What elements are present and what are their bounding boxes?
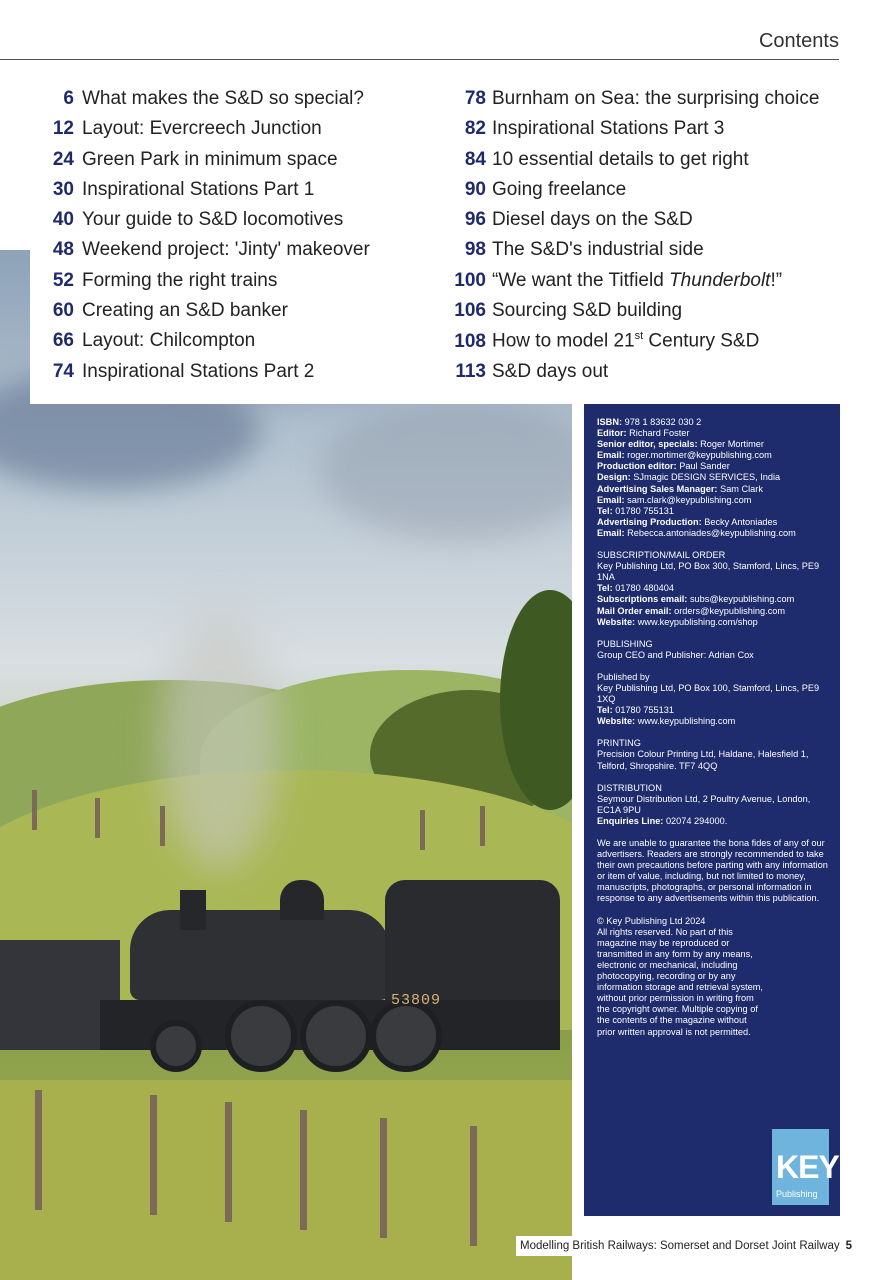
page-title: Contents <box>758 30 839 52</box>
contents-entry[interactable] <box>432 330 852 360</box>
article-title: Forming the right trains <box>82 269 278 291</box>
publication-title: Modelling British Railways: Somerset and Dorset Joint Railway <box>520 1240 840 1252</box>
article-title: Burnham on Sea: the surprising choice <box>492 88 820 109</box>
isbn-label: ISBN: <box>597 417 623 427</box>
article-title: Layout: Chilcompton <box>82 330 256 352</box>
section-heading: Published by <box>597 671 650 682</box>
production-editor: Paul Sander <box>679 461 730 472</box>
page-number: 96 <box>464 209 486 231</box>
editor-label: Editor: <box>597 428 627 439</box>
mail-order-label: Mail Order email: <box>597 605 672 616</box>
email-link[interactable]: roger.mortimer@keypublishing.com <box>627 450 772 461</box>
contents-entry[interactable] <box>30 270 400 300</box>
contents-entry[interactable] <box>30 118 400 148</box>
article-title: S&D days out <box>492 360 609 382</box>
section-heading: DISTRIBUTION <box>597 782 662 793</box>
contents-entry[interactable] <box>30 88 400 118</box>
address: Key Publishing Ltd, PO Box 300, Stamford, Lincs, PE9 1NA <box>597 561 820 583</box>
senior-editor-label: Senior editor, specials: <box>597 439 698 450</box>
enquiries: 02074 294000. <box>665 815 728 826</box>
email-label: Email: <box>597 527 625 538</box>
disclaimer: We are unable to guarantee the bona fides of any of our advertisers. Readers are strongly recommended to take their own precautions before parting with any information or item of value, including, but not limited to money, manuscripts, photographs, or personal information in response to any advertisements within this publication. <box>597 838 828 904</box>
contents-entry[interactable] <box>432 88 852 118</box>
article-title: Green Park in minimum space <box>82 148 338 170</box>
design-label: Design: <box>597 472 631 483</box>
section-heading: PRINTING <box>597 738 641 749</box>
email-label: Email: <box>597 494 625 505</box>
article-title: Inspirational Stations Part 1 <box>82 178 315 200</box>
credits-text <box>597 417 833 1038</box>
website-label: Website: <box>597 616 636 627</box>
contents-entry[interactable] <box>432 118 852 148</box>
page-footer <box>516 1236 892 1256</box>
editor: Richard Foster <box>629 428 690 439</box>
page-number: 113 <box>455 360 486 382</box>
contents-entry[interactable] <box>30 361 400 391</box>
contents-panel <box>30 60 842 404</box>
title-part: “We want the Titfield <box>492 269 670 291</box>
article-title: Your guide to S&D locomotives <box>82 209 344 231</box>
contents-entry[interactable] <box>30 300 400 330</box>
website-link[interactable]: www.keypublishing.com <box>637 716 736 727</box>
ad-sales-label: Advertising Sales Manager: <box>597 483 718 494</box>
telephone: 01780 755131 <box>615 505 674 516</box>
page-number: 12 <box>52 118 74 140</box>
tel-label: Tel: <box>597 505 613 516</box>
article-title: 10 essential details to get right <box>492 148 749 170</box>
page-number: 60 <box>52 300 74 322</box>
credits-box <box>584 404 840 1216</box>
page-number: 78 <box>464 88 486 109</box>
title-part: How to model 21 <box>492 330 635 352</box>
page-number: 108 <box>454 330 486 352</box>
production-editor-label: Production editor: <box>597 461 677 472</box>
article-title: Creating an S&D banker <box>82 300 288 322</box>
contents-entry[interactable] <box>30 209 400 239</box>
title-part: !” <box>770 269 783 291</box>
page-number: 90 <box>464 178 486 200</box>
website-link[interactable]: www.keypublishing.com/shop <box>637 616 758 627</box>
website-label: Website: <box>597 716 636 727</box>
page-number: 74 <box>52 360 74 382</box>
email-label: Email: <box>597 450 625 461</box>
page-number: 106 <box>454 300 486 322</box>
loco-number: 53809 <box>391 992 442 1009</box>
contents-entry[interactable] <box>432 300 852 330</box>
article-title: The S&D's industrial side <box>492 239 704 261</box>
logo-subtext: Publishing <box>776 1189 818 1199</box>
page-number: 6 <box>63 88 74 109</box>
rights-statement: All rights reserved. No part of this magazine may be reproduced or transmitted in any form by any means, electronic or mechanical, including photocopying, recording or by any information storage and retrieval system, without prior permission in writing from the copyright owner. Multiple copying of the contents of the magazine without prior written approval is not permitted. <box>597 926 763 1037</box>
contents-entry[interactable] <box>30 239 400 269</box>
article-title: Going freelance <box>492 178 627 200</box>
section-heading: SUBSCRIPTION/MAIL ORDER <box>597 550 726 561</box>
page-number: 100 <box>454 269 486 291</box>
article-title <box>492 270 782 292</box>
email-link[interactable]: subs@keypublishing.com <box>689 594 795 605</box>
page-number: 40 <box>52 209 74 231</box>
contents-entry[interactable] <box>432 209 852 239</box>
contents-entry[interactable] <box>432 239 852 269</box>
contents-entry[interactable] <box>30 179 400 209</box>
contents-entry[interactable] <box>432 179 852 209</box>
page-number: 82 <box>464 118 486 140</box>
page-number: 84 <box>464 148 486 170</box>
title-part: Century S&D <box>643 330 760 352</box>
copyright: © Key Publishing Ltd 2024 <box>597 915 706 926</box>
ad-sales: Sam Clark <box>720 483 763 494</box>
design: SJmagic DESIGN SERVICES, India <box>633 472 781 483</box>
contents-entry[interactable] <box>432 270 852 300</box>
page-number: 48 <box>52 239 74 261</box>
page-number: 52 <box>52 269 74 291</box>
page-number: 66 <box>52 330 74 352</box>
telephone: 01780 480404 <box>615 583 674 594</box>
article-title: Weekend project: 'Jinty' makeover <box>82 239 370 261</box>
page-number: 24 <box>52 148 74 170</box>
article-title: Diesel days on the S&D <box>492 209 693 231</box>
contents-entry[interactable] <box>432 361 852 391</box>
subs-email-label: Subscriptions email: <box>597 594 688 605</box>
page-number: 30 <box>52 178 74 200</box>
tel-label: Tel: <box>597 583 613 594</box>
title-superscript: st <box>634 330 644 343</box>
key-publishing-logo <box>772 1129 839 1205</box>
publisher: Group CEO and Publisher: Adrian Cox <box>597 649 754 660</box>
article-title: Layout: Evercreech Junction <box>82 118 322 140</box>
address: Seymour Distribution Ltd, 2 Poultry Avenue, London, EC1A 9PU <box>597 793 811 815</box>
page-number: 5 <box>845 1240 852 1252</box>
logo-wordmark: KEY <box>776 1149 839 1185</box>
article-title: Inspirational Stations Part 3 <box>492 118 725 140</box>
page-number: 98 <box>464 239 486 261</box>
enquiries-label: Enquiries Line: <box>597 815 664 826</box>
contents-entry[interactable] <box>432 149 852 179</box>
email-link[interactable]: sam.clark@keypublishing.com <box>627 494 752 505</box>
contents-column-right <box>432 88 852 391</box>
section-heading: PUBLISHING <box>597 638 653 649</box>
isbn: 978 1 83632 030 2 <box>624 417 702 427</box>
ad-production-label: Advertising Production: <box>597 516 702 527</box>
email-link[interactable]: Rebecca.antoniades@keypublishing.com <box>627 527 796 538</box>
ad-production: Becky Antoniades <box>704 516 778 527</box>
article-title <box>492 330 759 352</box>
email-link[interactable]: orders@keypublishing.com <box>674 605 786 616</box>
contents-column-left <box>30 88 400 391</box>
tel-label: Tel: <box>597 705 613 716</box>
title-italic-part: Thunderbolt <box>669 269 771 291</box>
article-title: Sourcing S&D building <box>492 300 683 322</box>
article-title: What makes the S&D so special? <box>82 88 364 109</box>
contents-entry[interactable] <box>30 330 400 360</box>
address: Key Publishing Ltd, PO Box 100, Stamford, Lincs, PE9 1XQ <box>597 682 820 705</box>
article-title: Inspirational Stations Part 2 <box>82 360 315 382</box>
address: Precision Colour Printing Ltd, Haldane, Halesfield 1, Telford, Shropshire. TF7 4QQ <box>597 749 809 771</box>
telephone: 01780 755131 <box>615 705 674 716</box>
senior-editor: Roger Mortimer <box>700 439 764 450</box>
contents-entry[interactable] <box>30 149 400 179</box>
cover-photo <box>0 250 572 1280</box>
